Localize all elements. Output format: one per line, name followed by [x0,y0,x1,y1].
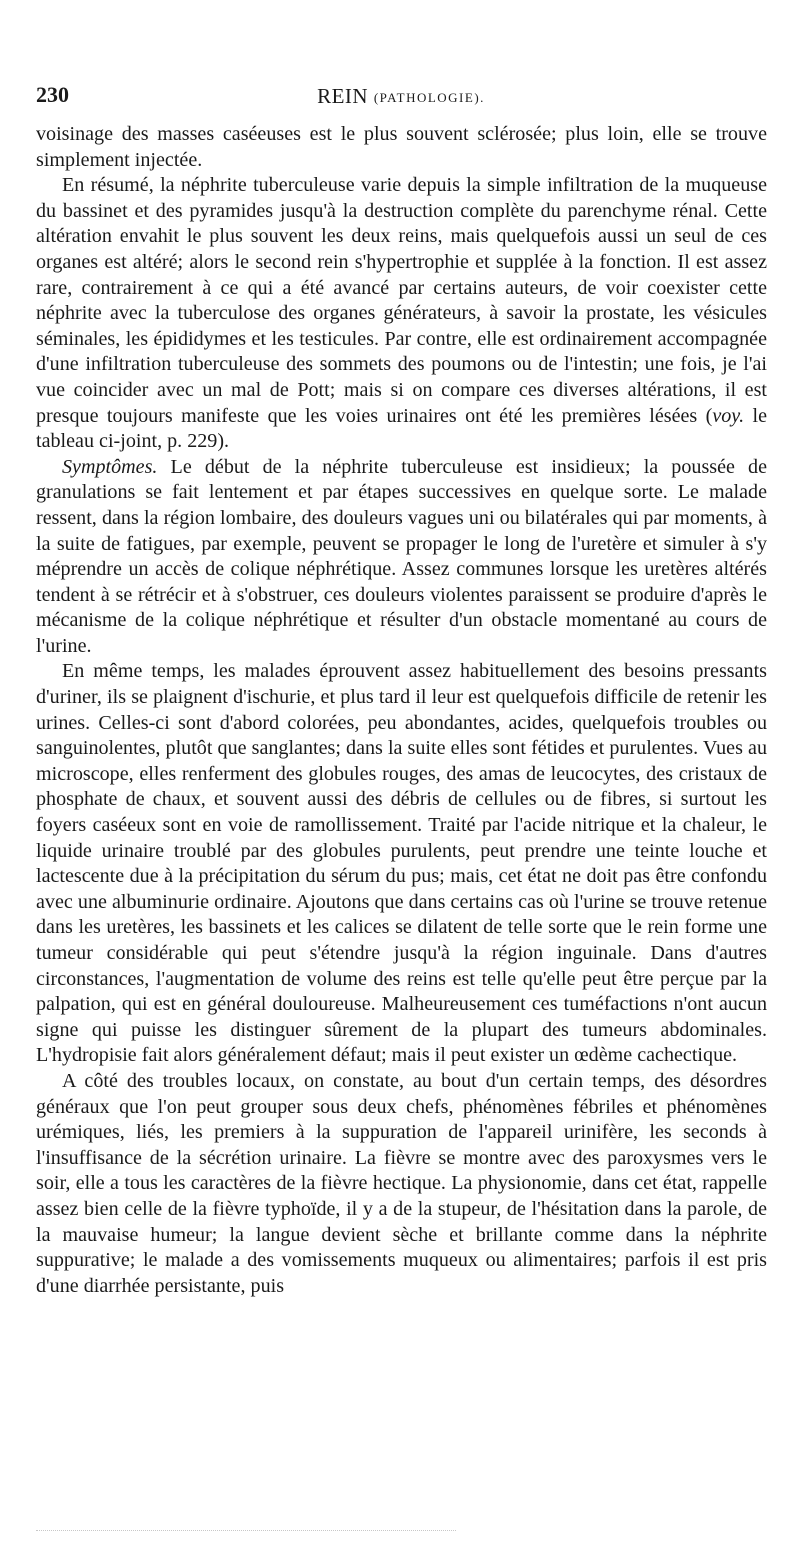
page-number: 230 [36,82,69,107]
paragraph-resume [36,173,767,455]
footer-bleed-marks [36,1530,456,1533]
running-head-section: (PATHOLOGIE). [373,90,485,105]
page-header [36,82,766,112]
paragraph-text: En résumé, la néphrite tuberculeuse varie depuis la simple infiltration de la muqueuse du bassinet et des pyramides jusqu'à la destruction complète du parenchyme rénal. Cette altération envahit le plus souvent les deux reins, mais quelquefois aussi un seul de ces organes est altéré; alors le second rein s'hypertrophie et supplée à la fonction. Il est assez rare, contrairement à ce qui a été avancé par certains auteurs, de voir coexister cette néphrite avec la tuberculose des organes générateurs, à savoir la prostate, les vésicules séminales, les épididymes et les testicules. Par contre, elle est ordinairement accompagnée d'une infiltration tuberculeuse des sommets des poumons ou de l'intestin; une fois, je l'ai vue coincider avec un mal de Pott; mais si on compare ces diverses altérations, il est presque toujours manifeste que les voies urinaires ont été les premières lésées ( [36,174,767,427]
paragraph-text: voisinage des masses caséeuses est le plus souvent sclérosée; plus loin, elle se trouve simplement injectée. [36,123,767,171]
paragraph-text: En même temps, les malades éprouvent assez habituellement des besoins pressants d'uriner, ils se plaignent d'ischurie, et plus tard il leur est quelquefois difficile de retenir les urines. Celles-ci sont d'abord colorées, peu abondantes, acides, quelquefois troubles ou sanguinolentes, plutôt que sanglantes; dans la suite elles sont fétides et purulentes. Vues au microscope, elles renferment des globules rouges, des amas de leucocytes, des cristaux de phosphate de chaux, et souvent aussi des débris de cellules ou de fibres, si surtout les foyers caséeux sont en voie de ramollissement. Traité par l'acide nitrique et la chaleur, le liquide urinaire troublé par des globules purulents, peut prendre une teinte louche et lactescente due à la précipitation du sérum du pus; mais, cet état ne doit pas être confondu avec une albuminurie ordinaire. Ajoutons que dans certains cas où l'urine se trouve retenue dans les uretères, les bassinets et les calices se dilatent de telle sorte que le rein forme une tumeur considérable qui peut s'étendre jusqu'à la région inguinale. Dans d'autres circonstances, l'augmentation de volume des reins est telle qu'elle peut être perçue par la palpation, qui est en général douloureuse. Malheureusement ces tuméfactions n'ont aucun signe qui puisse les distinguer sûrement de la plupart des tumeurs abdominales. L'hydropisie fait alors généralement défaut; mais il peut exister un œdème cachectique. [36,660,767,1067]
paragraph-symptomes [36,455,767,660]
paragraph-general-disorders [36,1069,767,1299]
body-text [36,122,767,1299]
cross-reference: voy. [712,404,745,427]
paragraph-text-end: le tableau ci-joint, p. 229). [36,404,768,453]
paragraph-text: A côté des troubles locaux, on constate, au bout d'un certain temps, des désordres généraux que l'on peut grouper sous deux chefs, phénomènes fébriles et phénomènes urémiques, liés, les premiers à la suppuration de l'appareil urinifère, les seconds à l'insuffisance de la sécrétion urinaire. La fièvre se montre avec des paroxysmes vers le soir, elle a tous les caractères de la fièvre hectique. La physionomie, dans cet état, rappelle assez bien celle de la fièvre typhoïde, il y a de la stupeur, de l'hésitation dans la parole, de la mauvaise humeur; la langue devient sèche et brillante comme dans la néphrite suppurative; le malade a des vomissements muqueux ou alimentaires; parfois il est pris d'une diarrhée persistante, puis [36,1069,767,1297]
running-head [36,84,766,109]
section-lead-heading: Symptômes. [62,455,158,478]
paragraph-urinary-signs [36,659,767,1069]
paragraph-text: Le début de la néphrite tuberculeuse est insidieux; la poussée de granulations se fait lentement et par étapes successives en quelque sorte. Le malade ressent, dans la région lombaire, des douleurs vagues uni ou bilatérales qui par moments, à la suite de fatigues, par exemple, peuvent se propager le long de l'uretère et simuler à s'y méprendre un accès de colique néphrétique. Assez communes lorsque les uretères altérés tendent à se rétrécir et à s'obstruer, ces douleurs violentes paraissent se produire d'après le mécanisme de la colique néphrétique et résulter d'un obstacle momentané au cours de l'urine. [36,455,767,657]
running-head-title: REIN [317,84,369,108]
paragraph-continuation [36,122,767,173]
